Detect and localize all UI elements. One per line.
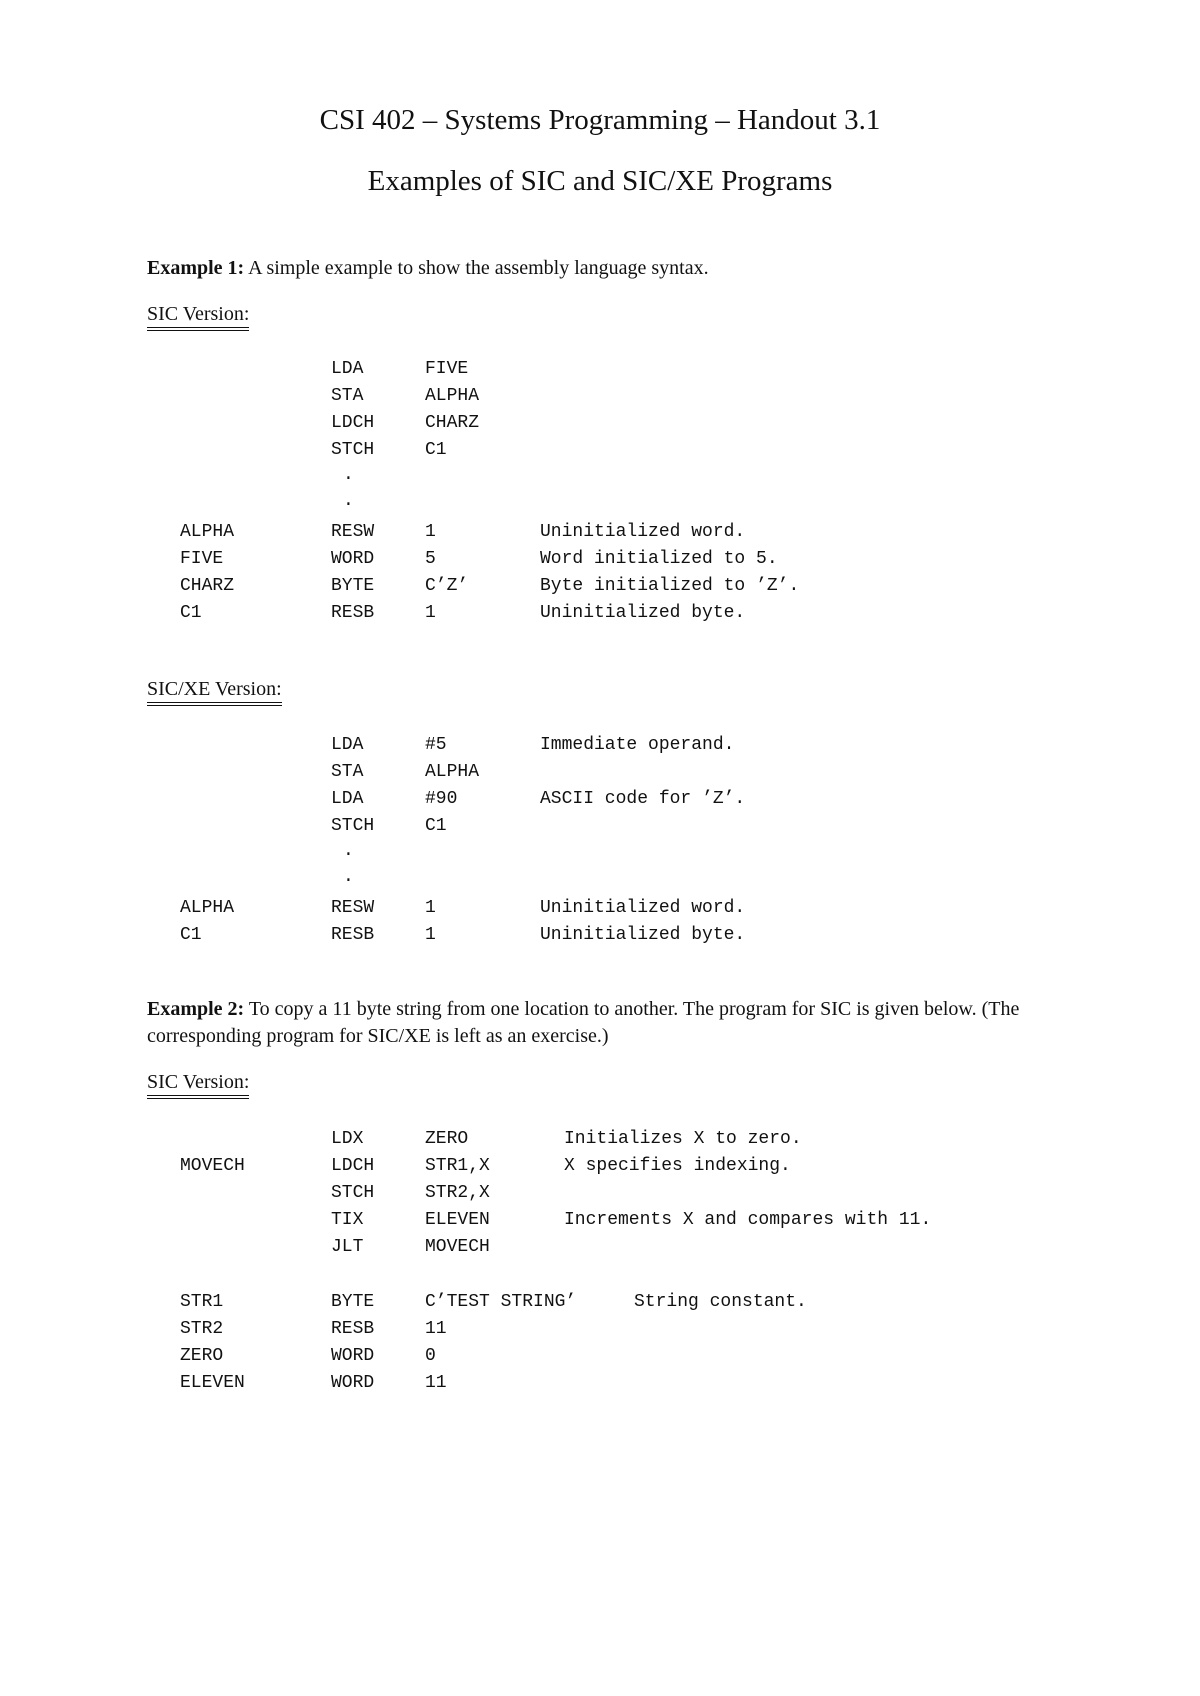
code-opcode: STCH bbox=[331, 1183, 375, 1203]
code-opcode: RESB bbox=[331, 925, 375, 945]
code-line bbox=[0, 410, 1200, 437]
code-opcode: WORD bbox=[331, 1346, 375, 1366]
code-line bbox=[0, 1289, 1200, 1316]
code-label: C1 bbox=[180, 925, 202, 945]
code-operand: ALPHA bbox=[425, 386, 480, 406]
code-line bbox=[0, 356, 1200, 383]
example-1-text: A simple example to show the assembly language syntax. bbox=[248, 257, 709, 279]
code-opcode: BYTE bbox=[331, 1292, 375, 1312]
code-operand: 0 bbox=[425, 1346, 436, 1366]
code-operand: C1 bbox=[425, 816, 447, 836]
code-label: MOVECH bbox=[180, 1156, 245, 1176]
code-line bbox=[0, 573, 1200, 600]
code-operand: C1 bbox=[425, 440, 447, 460]
code-ellipsis-dot bbox=[0, 838, 1200, 865]
code-opcode: WORD bbox=[331, 1373, 375, 1393]
code-line bbox=[0, 383, 1200, 410]
example-2-description bbox=[147, 996, 1097, 1050]
code-label: ALPHA bbox=[180, 898, 235, 918]
code-comment: String constant. bbox=[634, 1292, 807, 1312]
code-opcode: RESW bbox=[331, 522, 375, 542]
code-operand: #5 bbox=[425, 735, 447, 755]
example-2-sic-heading: SIC Version: bbox=[147, 1070, 249, 1099]
code-opcode: TIX bbox=[331, 1210, 364, 1230]
code-ellipsis-dot bbox=[0, 864, 1200, 891]
code-line bbox=[0, 922, 1200, 949]
code-opcode: WORD bbox=[331, 549, 375, 569]
code-operand: #90 bbox=[425, 789, 458, 809]
code-opcode: LDA bbox=[331, 789, 364, 809]
code-line bbox=[0, 1126, 1200, 1153]
code-opcode: RESB bbox=[331, 1319, 375, 1339]
code-line bbox=[0, 732, 1200, 759]
code-label: STR2 bbox=[180, 1319, 224, 1339]
code-opcode: JLT bbox=[331, 1237, 364, 1257]
code-ellipsis-dot bbox=[0, 462, 1200, 489]
code-operand: 1 bbox=[425, 522, 436, 542]
page-title: CSI 402 – Systems Programming – Handout 3.1 bbox=[319, 104, 881, 136]
example-1-sic-heading: SIC Version: bbox=[147, 302, 249, 331]
code-operand: ELEVEN bbox=[425, 1210, 490, 1230]
code-comment: Immediate operand. bbox=[540, 735, 735, 755]
code-label: C1 bbox=[180, 603, 202, 623]
code-line bbox=[0, 1316, 1200, 1343]
code-comment: Uninitialized word. bbox=[540, 522, 746, 542]
code-line bbox=[0, 1207, 1200, 1234]
code-line bbox=[0, 1370, 1200, 1397]
code-operand: 5 bbox=[425, 549, 436, 569]
example-2-text: To copy a 11 byte string from one location to another. The program for SIC is given below. (The corresponding program for SIC/XE is left as an exercise.) bbox=[147, 998, 1020, 1047]
code-opcode: RESB bbox=[331, 603, 375, 623]
code-line bbox=[0, 1343, 1200, 1370]
code-line bbox=[0, 813, 1200, 840]
code-line bbox=[0, 1234, 1200, 1261]
code-line bbox=[0, 759, 1200, 786]
code-line bbox=[0, 519, 1200, 546]
code-operand: 1 bbox=[425, 898, 436, 918]
code-label: CHARZ bbox=[180, 576, 235, 596]
example-1-sicxe-heading: SIC/XE Version: bbox=[147, 677, 282, 706]
code-line bbox=[0, 437, 1200, 464]
code-operand: STR1,X bbox=[425, 1156, 490, 1176]
code-label: FIVE bbox=[180, 549, 224, 569]
code-comment: Uninitialized byte. bbox=[540, 603, 746, 623]
code-opcode: STA bbox=[331, 762, 364, 782]
code-operand: 11 bbox=[425, 1319, 447, 1339]
page-subtitle: Examples of SIC and SIC/XE Programs bbox=[367, 165, 833, 197]
code-operand: FIVE bbox=[425, 359, 469, 379]
code-comment: Initializes X to zero. bbox=[564, 1129, 802, 1149]
code-opcode: BYTE bbox=[331, 576, 375, 596]
code-line bbox=[0, 1153, 1200, 1180]
code-comment: Uninitialized byte. bbox=[540, 925, 746, 945]
code-operand: ZERO bbox=[425, 1129, 469, 1149]
code-ellipsis-dot bbox=[0, 488, 1200, 515]
example-2-label: Example 2: bbox=[147, 998, 245, 1020]
code-label: ALPHA bbox=[180, 522, 235, 542]
code-dot: . bbox=[343, 465, 354, 485]
code-comment: Increments X and compares with 11. bbox=[564, 1210, 932, 1230]
code-opcode: LDA bbox=[331, 359, 364, 379]
code-operand: MOVECH bbox=[425, 1237, 490, 1257]
code-line bbox=[0, 1180, 1200, 1207]
code-operand: ALPHA bbox=[425, 762, 480, 782]
code-dot: . bbox=[343, 491, 354, 511]
code-opcode: STCH bbox=[331, 816, 375, 836]
code-label: ELEVEN bbox=[180, 1373, 245, 1393]
code-operand: 11 bbox=[425, 1373, 447, 1393]
code-operand: C’Z’ bbox=[425, 576, 469, 596]
code-operand: CHARZ bbox=[425, 413, 480, 433]
code-opcode: STCH bbox=[331, 440, 375, 460]
code-line bbox=[0, 895, 1200, 922]
code-comment: Word initialized to 5. bbox=[540, 549, 778, 569]
code-line bbox=[0, 786, 1200, 813]
code-line bbox=[0, 600, 1200, 627]
code-opcode: LDA bbox=[331, 735, 364, 755]
code-dot: . bbox=[343, 867, 354, 887]
code-label: ZERO bbox=[180, 1346, 224, 1366]
code-opcode: LDCH bbox=[331, 1156, 375, 1176]
code-comment: X specifies indexing. bbox=[564, 1156, 791, 1176]
code-label: STR1 bbox=[180, 1292, 224, 1312]
code-comment: Byte initialized to ’Z’. bbox=[540, 576, 800, 596]
example-1-label: Example 1: bbox=[147, 257, 245, 279]
code-operand: 1 bbox=[425, 603, 436, 623]
code-opcode: STA bbox=[331, 386, 364, 406]
code-opcode: LDX bbox=[331, 1129, 364, 1149]
code-opcode: LDCH bbox=[331, 413, 375, 433]
example-1-description bbox=[147, 255, 1097, 282]
code-operand: 1 bbox=[425, 925, 436, 945]
code-comment: Uninitialized word. bbox=[540, 898, 746, 918]
code-line bbox=[0, 546, 1200, 573]
code-operand: STR2,X bbox=[425, 1183, 490, 1203]
code-opcode: RESW bbox=[331, 898, 375, 918]
code-operand: C’TEST STRING’ bbox=[425, 1292, 577, 1312]
code-dot: . bbox=[343, 841, 354, 861]
code-comment: ASCII code for ’Z’. bbox=[540, 789, 746, 809]
